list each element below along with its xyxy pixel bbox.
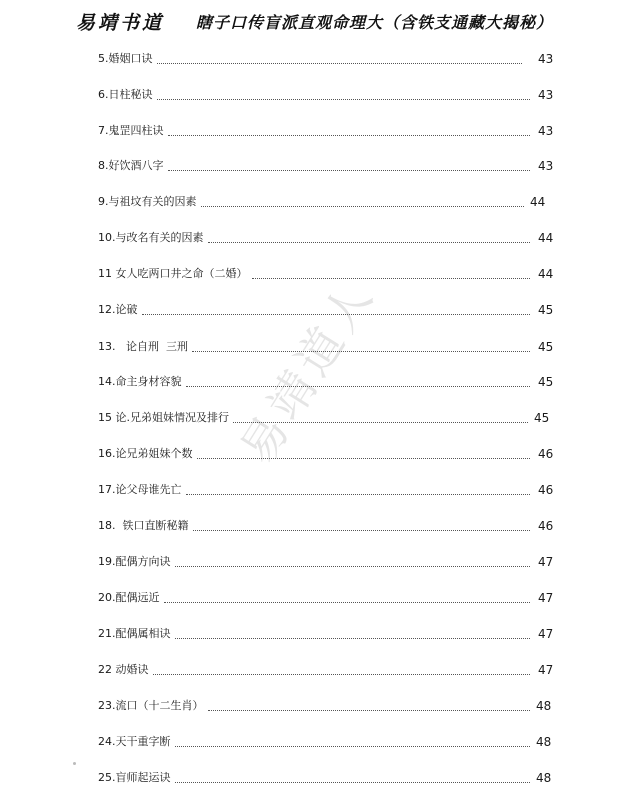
toc-entry: [98, 627, 580, 647]
toc-entry-title: 12.论破: [98, 303, 138, 316]
toc-entry-page: 48: [536, 699, 552, 713]
toc-entry-page: 43: [538, 159, 554, 173]
toc-entry: [98, 340, 580, 360]
toc-entry-title: 21.配偶属相诀: [98, 627, 171, 640]
toc-entry: [98, 411, 580, 431]
toc-entry: [98, 483, 580, 503]
toc-entry-title: 7.鬼罡四柱诀: [98, 124, 164, 137]
toc-entry-title: 15 论.兄弟姐妹情况及排行: [98, 411, 229, 424]
toc-dot-leader: [157, 99, 531, 100]
toc-entry-title: 19.配偶方向诀: [98, 555, 171, 568]
toc-entry: [98, 735, 580, 755]
toc-entry-page: 47: [538, 663, 554, 677]
watermark: 易靖道人: [229, 268, 386, 474]
toc-entry: [98, 591, 580, 611]
toc-entry-title: 16.论兄弟姐妹个数: [98, 447, 193, 460]
toc-dot-leader: [201, 206, 525, 207]
toc-entry: [98, 555, 580, 575]
toc-entry-page: 48: [536, 735, 552, 749]
toc-entry-title: 10.与改名有关的因素: [98, 231, 204, 244]
toc-entry: [98, 519, 580, 539]
toc-entry-page: 43: [538, 88, 554, 102]
toc-entry-title: 25.盲师起运诀: [98, 771, 171, 784]
toc-entry: [98, 267, 580, 287]
toc-dot-leader: [208, 710, 531, 711]
toc-entry: [98, 159, 580, 179]
toc-entry-title: 13. 论自刑 三刑: [98, 340, 188, 353]
header-left-title: 易靖书道: [76, 12, 165, 34]
toc-dot-leader: [186, 494, 531, 495]
toc-entry-page: 47: [538, 627, 554, 641]
toc-dot-leader: [193, 530, 531, 531]
toc-dot-leader: [175, 638, 531, 639]
toc-dot-leader: [208, 242, 531, 243]
toc-dot-leader: [233, 422, 528, 423]
toc-dot-leader: [168, 170, 531, 171]
toc-entry: [98, 771, 580, 791]
toc-dot-leader: [175, 746, 531, 747]
toc-entry-page: 43: [538, 52, 554, 66]
toc-entry-page: 45: [534, 411, 550, 425]
toc-dot-leader: [157, 63, 523, 64]
toc-entry: [98, 303, 580, 323]
toc-entry: [98, 231, 580, 251]
toc-entry: [98, 195, 580, 215]
toc-entry-title: 20.配偶远近: [98, 591, 160, 604]
toc-entry-title: 23.流口（十二生肖）: [98, 699, 204, 712]
toc-entry-title: 9.与祖坟有关的因素: [98, 195, 197, 208]
toc-entry-title: 22 动婚诀: [98, 663, 149, 676]
toc-entry-page: 45: [538, 375, 554, 389]
toc-entry-page: 43: [538, 124, 554, 138]
header-right-title: 瞎子口传盲派直观命理大（含铁支通藏大揭秘）: [196, 13, 554, 32]
toc-entry-title: 5.婚姻口诀: [98, 52, 153, 65]
toc-dot-leader: [164, 602, 531, 603]
toc-dot-leader: [192, 351, 530, 352]
toc-entry: [98, 447, 580, 467]
toc-entry-page: 47: [538, 591, 554, 605]
toc-entry-page: 44: [538, 231, 554, 245]
toc-entry-title: 11 女人吃两口井之命（二婚）: [98, 267, 248, 280]
toc-entry-page: 45: [538, 340, 554, 354]
toc-entry: [98, 699, 580, 719]
toc-dot-leader: [175, 566, 531, 567]
toc-entry-page: 44: [530, 195, 546, 209]
toc-entry-page: 46: [538, 483, 554, 497]
toc-entry: [98, 663, 580, 683]
toc-entry-title: 17.论父母谁先亡: [98, 483, 182, 496]
toc-entry-title: 8.好饮酒八字: [98, 159, 164, 172]
toc-entry: [98, 124, 580, 144]
toc-entry: [98, 88, 580, 108]
toc-dot-leader: [186, 386, 531, 387]
toc-entry-page: 48: [536, 771, 552, 785]
toc-entry-page: 46: [538, 519, 554, 533]
toc-entry: [98, 375, 580, 395]
toc-dot-leader: [153, 674, 531, 675]
toc-dot-leader: [197, 458, 531, 459]
toc-entry-title: 24.天干重字断: [98, 735, 171, 748]
toc-dot-leader: [252, 278, 531, 279]
toc-dot-leader: [175, 782, 531, 783]
toc-entry-title: 6.日柱秘诀: [98, 88, 153, 101]
toc-entry-title: 18. 铁口直断秘籍: [98, 519, 189, 532]
toc-entry-title: 14.命主身材容貌: [98, 375, 182, 388]
scan-speck: [73, 762, 76, 765]
toc-dot-leader: [142, 314, 531, 315]
toc-entry-page: 47: [538, 555, 554, 569]
toc-entry-page: 45: [538, 303, 554, 317]
toc-entry-page: 44: [538, 267, 554, 281]
toc-entry: [98, 52, 580, 72]
toc-entry-page: 46: [538, 447, 554, 461]
toc-dot-leader: [168, 135, 531, 136]
